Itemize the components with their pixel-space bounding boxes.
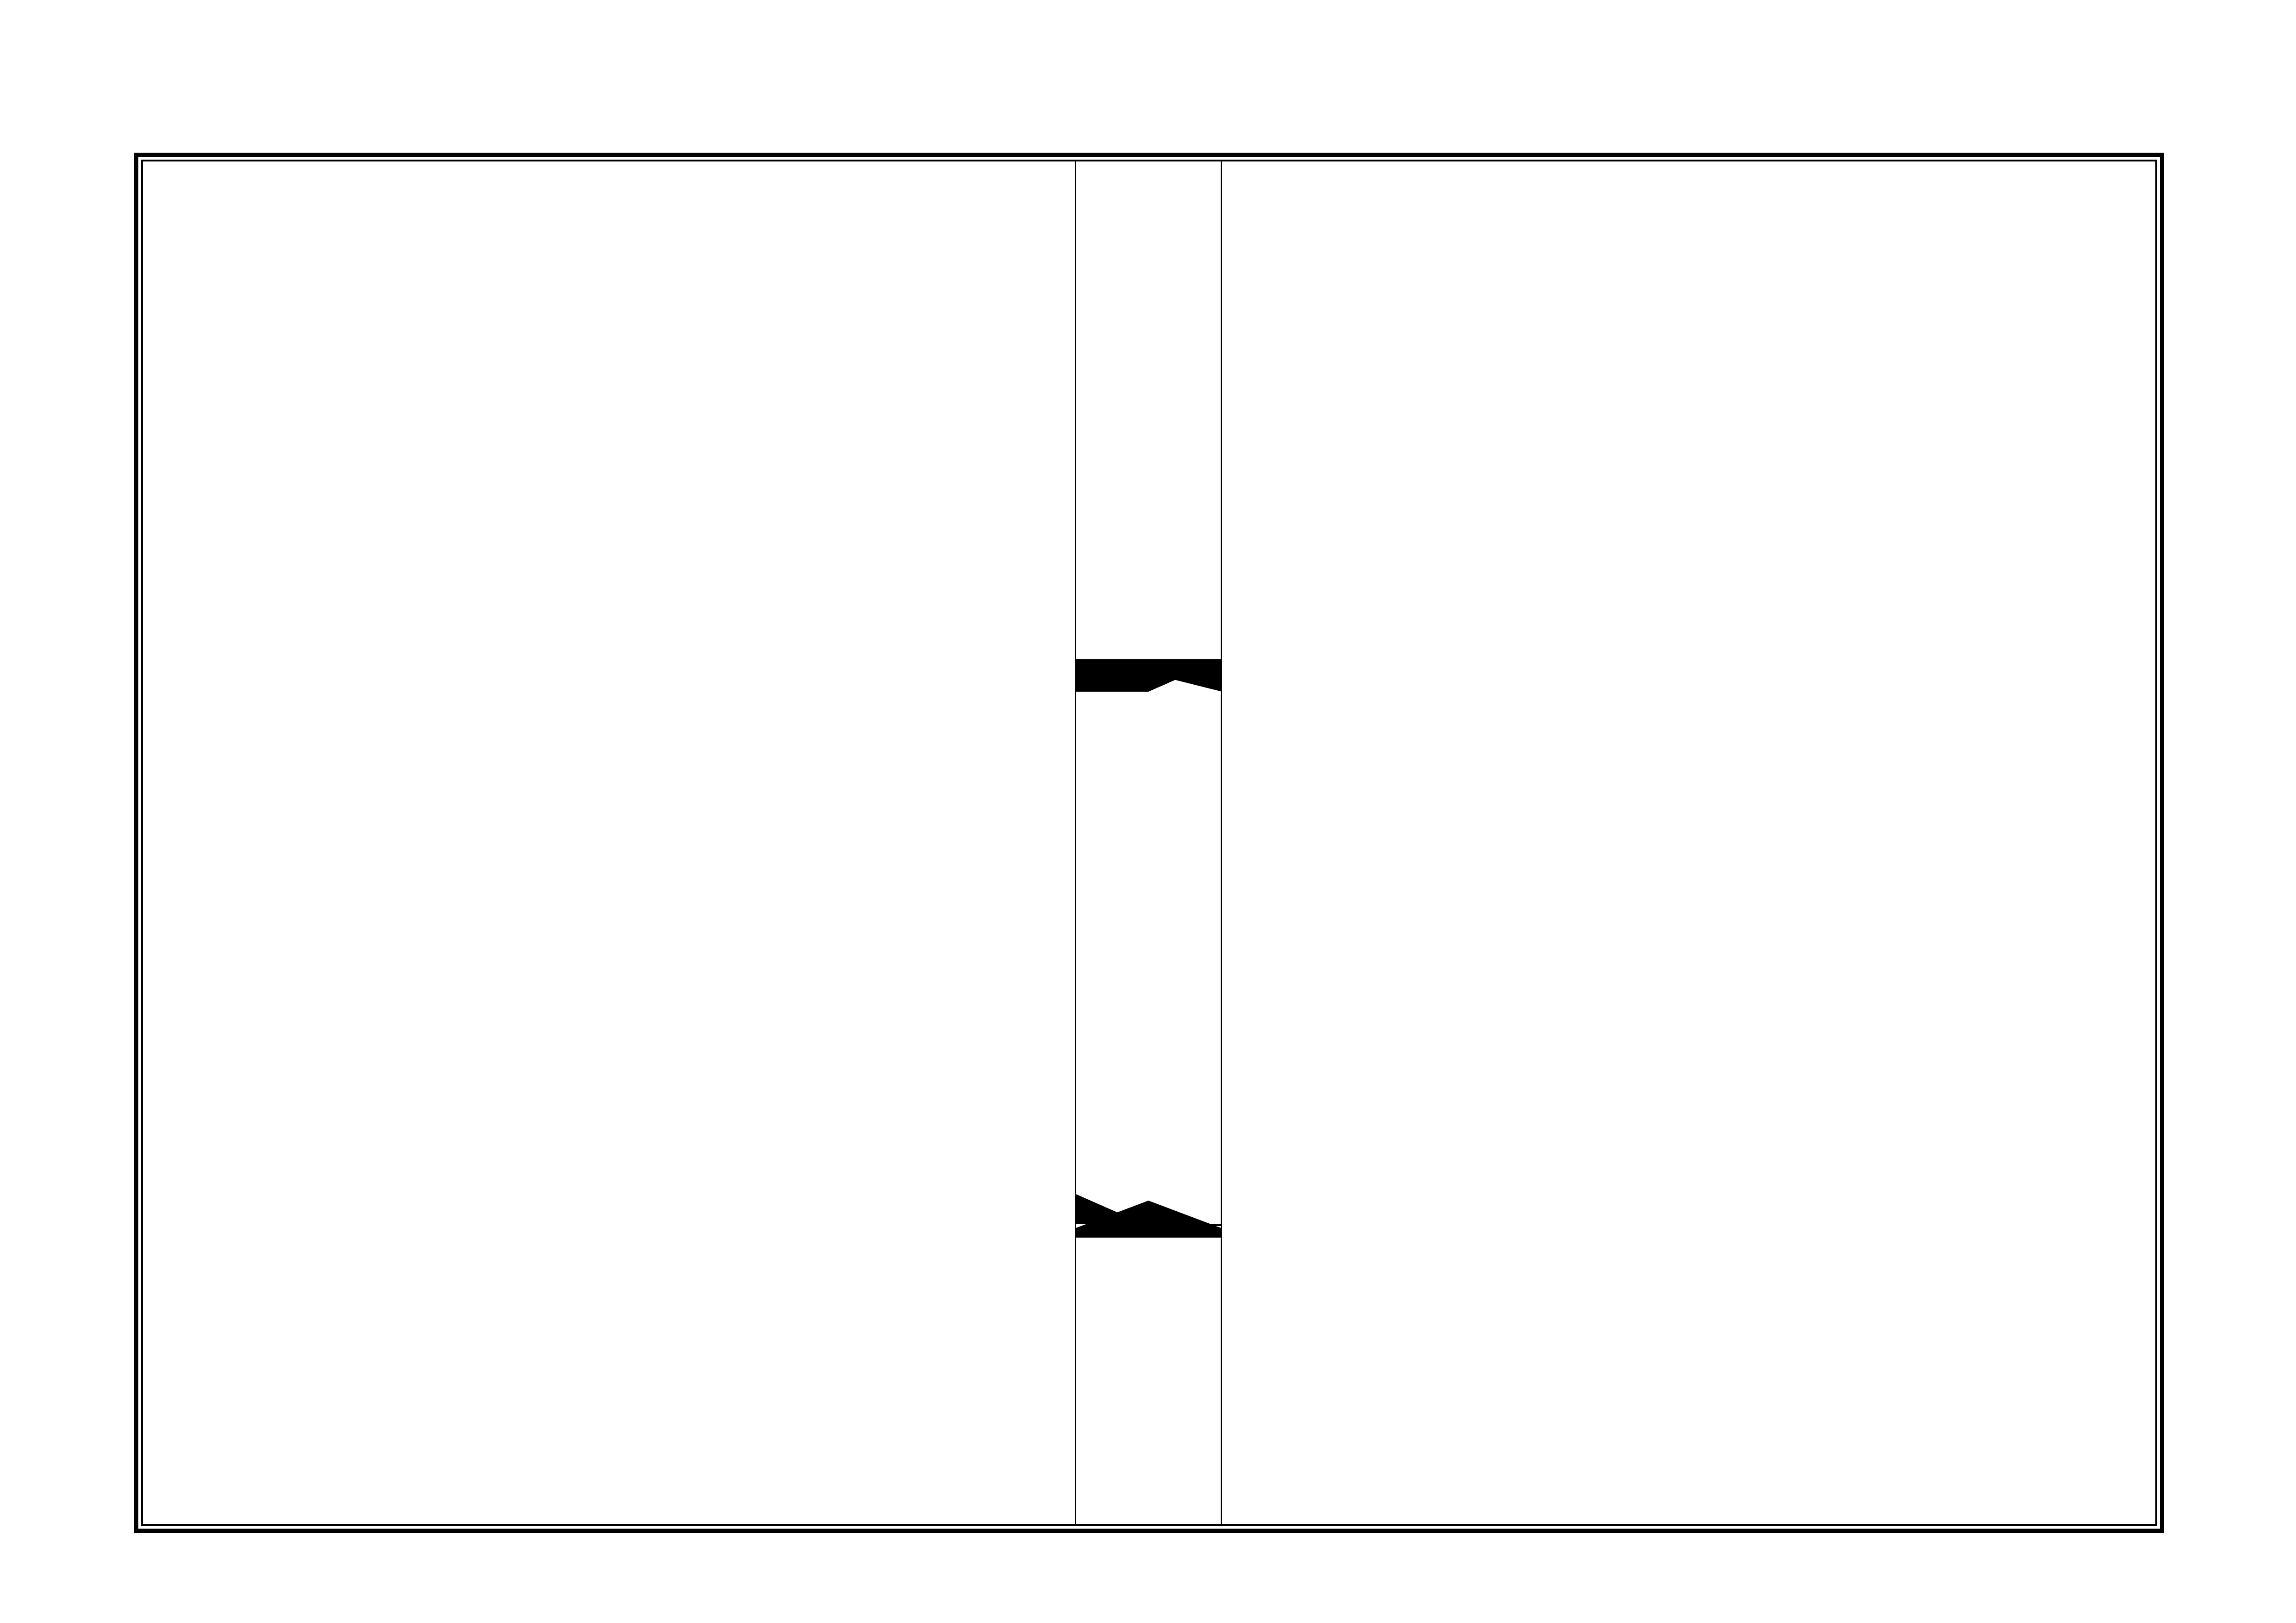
spine-panel — [1075, 160, 1222, 1526]
